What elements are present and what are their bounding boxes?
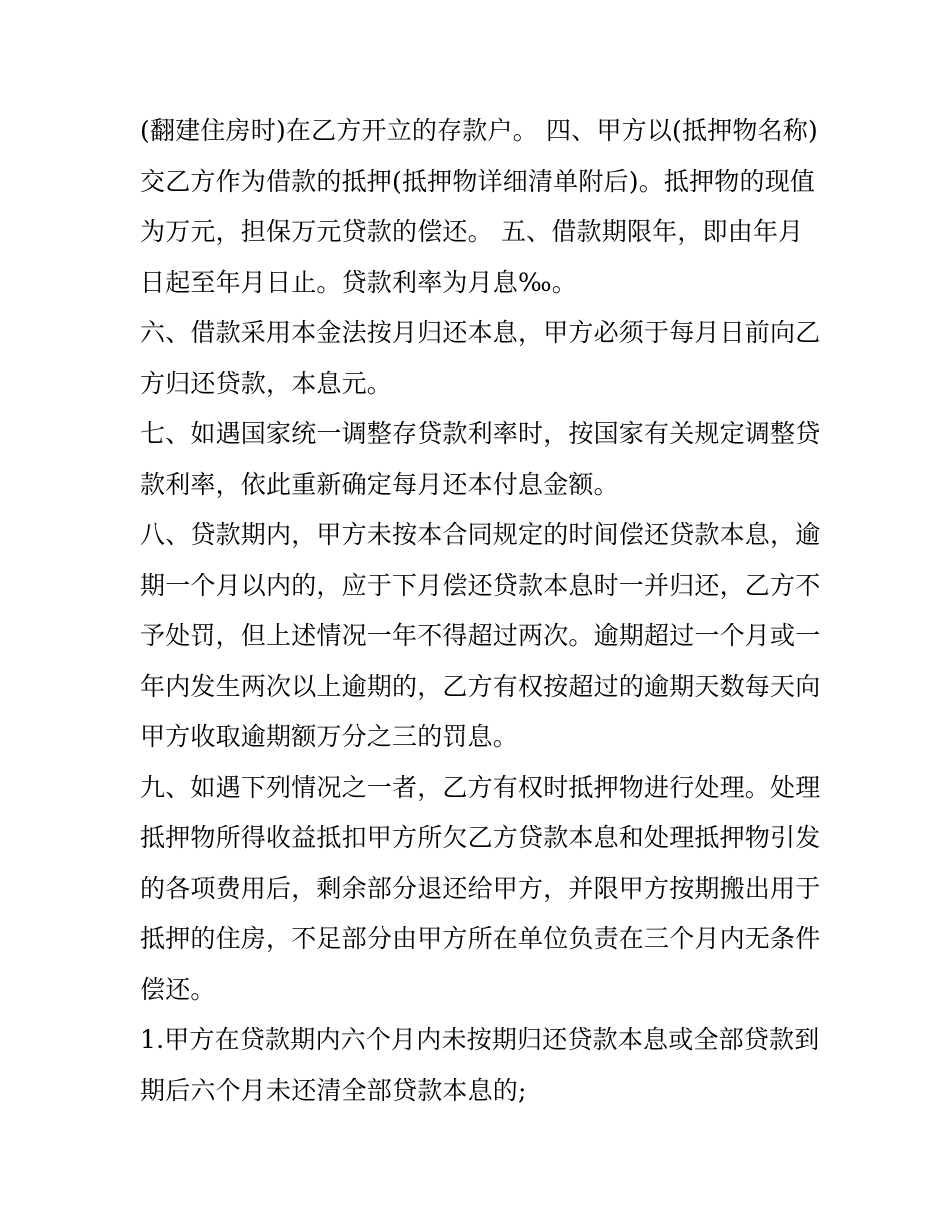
text-line: 的各项费用后，剩余部分退还给甲方，并限甲方按期搬出用于 xyxy=(140,873,821,903)
text-line: 九、如遇下列情况之一者，乙方有权时抵押物进行处理。处理 xyxy=(140,772,821,802)
text-line: 期一个月以内的，应于下月偿还贷款本息时一并归还，乙方不 xyxy=(140,570,821,600)
text-line: 甲方收取逾期额万分之三的罚息。 xyxy=(140,722,519,751)
text-line: 抵押物所得收益抵扣甲方所欠乙方贷款本息和处理抵押物引发 xyxy=(140,823,821,852)
text-line: 款利率，依此重新确定每月还本付息金额。 xyxy=(140,469,619,499)
text-line: 日起至年月日止。贷款利率为月息‰。 xyxy=(140,267,577,297)
text-line: 年内发生两次以上逾期的，乙方有权按超过的逾期天数每天向 xyxy=(140,671,821,701)
text-line: (翻建住房时)在乙方开立的存款户。 四、甲方以(抵押物名称) xyxy=(140,116,818,145)
text-line: 八、贷款期内，甲方未按本合同规定的时间偿还贷款本息，逾 xyxy=(140,520,821,549)
text-line: 1.甲方在贷款期内六个月内未按期归还贷款本息或全部贷款到 xyxy=(140,1025,820,1054)
text-line: 交乙方作为借款的抵押(抵押物详细清单附后)。抵押物的现值 xyxy=(140,166,816,196)
text-line: 偿还。 xyxy=(140,974,216,1004)
text-line: 七、如遇国家统一调整存贷款利率时，按国家有关规定调整贷 xyxy=(140,419,821,448)
document-body xyxy=(140,106,830,1116)
text-line: 六、借款采用本金法按月归还本息，甲方必须于每月日前向乙 xyxy=(140,318,821,347)
text-line: 方归还贷款，本息元。 xyxy=(140,368,393,398)
text-line: 抵押的住房，不足部分由甲方所在单位负责在三个月内无条件 xyxy=(140,924,821,953)
text-line: 为万元，担保万元贷款的偿还。 五、借款期限年，即由年月 xyxy=(140,217,804,246)
text-line: 予处罚，但上述情况一年不得超过两次。逾期超过一个月或一 xyxy=(140,621,821,650)
text-line: 期后六个月未还清全部贷款本息的; xyxy=(140,1075,527,1105)
